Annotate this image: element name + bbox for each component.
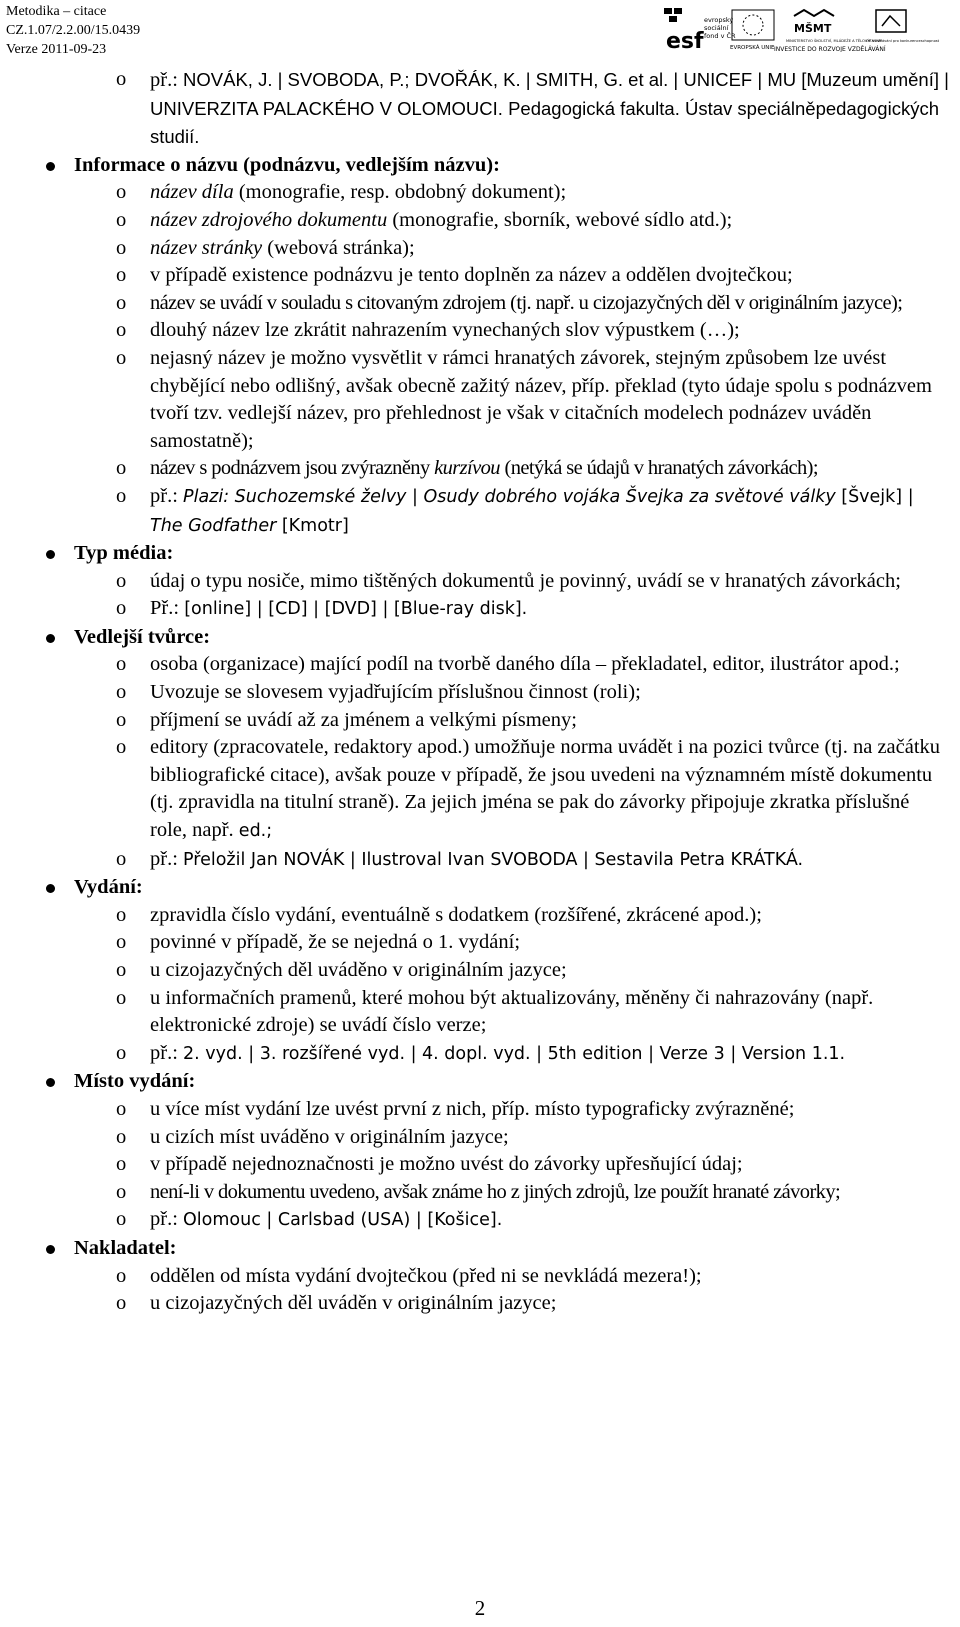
- list-item: o u cizojazyčných děl uváděno v originálním jazyce;: [40, 957, 950, 985]
- sub-bullet: o: [116, 236, 127, 259]
- list-item: o údaj o typu nosiče, mimo tištěných dokumentů je povinný, uvádí se v hranatých závorkách;: [40, 568, 950, 596]
- list-item: o u cizích míst uváděno v originálním jazyce;: [40, 1124, 950, 1152]
- section-title-informace-o-nazvu: Informace o názvu (podnázvu, vedlejším názvu):: [40, 152, 950, 180]
- sub-bullet: o: [116, 1041, 127, 1064]
- sub-bullet: o: [116, 903, 127, 926]
- header-line-title: Metodika – citace: [6, 4, 107, 19]
- svg-text:esf: esf: [666, 29, 704, 52]
- eu-flag-logo: [730, 10, 775, 51]
- sub-bullet: o: [116, 959, 127, 981]
- sub-bullet: o: [116, 264, 127, 287]
- list-item-example: o př.: Olomouc | Carlsbad (USA) | [Košice].: [40, 1206, 950, 1235]
- sub-bullet: o: [116, 291, 126, 314]
- list-item: o v případě nejednoznačnosti je možno uvést do závorky upřesňující údaj;: [40, 1151, 950, 1179]
- sub-bullet: o: [116, 736, 127, 759]
- bullet: [46, 162, 55, 171]
- header-line-version: Verze 2011-09-23: [6, 42, 107, 57]
- sub-bullet: o: [116, 1180, 126, 1203]
- sub-bullet: o: [116, 597, 127, 620]
- sub-bullet: o: [116, 457, 126, 480]
- svg-text:fond v ČR: fond v ČR: [704, 32, 736, 40]
- list-item: o editory (zpracovatele, redaktory apod.) umožňuje norma uvádět i na pozici tvůrce (tj. na začátku bibliografické citace), avšak pouze v případě, že jsou uvedeni na významném místě dokumentu (tj. zpravidla na titulní straně). Za jejich jména se pak do závorky připojuje zkratka příslušné role, např. ed.;: [116, 736, 941, 842]
- esf-logo: [664, 8, 736, 52]
- sub-bullet: o: [116, 931, 127, 954]
- bullet: [46, 884, 55, 893]
- sub-bullet: o: [116, 1292, 127, 1315]
- sub-bullet: o: [116, 1153, 127, 1176]
- sub-bullet: o: [116, 68, 127, 90]
- list-item: o u cizojazyčných děl uváděn v originálním jazyce;: [40, 1290, 950, 1318]
- bullet: [46, 1078, 55, 1087]
- sub-bullet: o: [116, 986, 127, 1009]
- sub-bullet: o: [116, 681, 127, 704]
- sub-bullet: o: [116, 708, 127, 731]
- bullet: [46, 634, 55, 643]
- funding-logos-strip: [664, 6, 954, 52]
- investice-tagline: INVESTICE DO ROZVOJE VZDĚLÁVÁNÍ: [774, 46, 886, 52]
- list-item: o povinné v případě, že se nejedná o 1. vydání;: [40, 929, 950, 957]
- bullet: [46, 550, 55, 559]
- list-item: o název zdrojového dokumentu (monografie, sborník, webové sídlo atd.);: [40, 207, 950, 235]
- list-item: o název se uvádí v souladu s citovaným zdrojem (tj. např. u cizojazyčných děl v originálním jazyce);: [40, 290, 950, 318]
- list-item: o dlouhý název lze zkrátit nahrazením vynechaných slov výpustkem (…);: [40, 317, 950, 345]
- sub-bullet: o: [116, 181, 127, 204]
- list-item: o příjmení se uvádí až za jménem a velkými písmeny;: [40, 707, 950, 735]
- list-item: o nejasný název je možno vysvětlit v rámci hranatých závorek, stejným způsobem lze uvést chybějící nebo odlišný, avšak obecně zažitý název, příp. překlad (tyto údaje spolu s podnázvem tvoří tzv. vedlejší název, pro přehlednost je však v citačních modelech podnázev uváděn samostatně);: [116, 346, 932, 452]
- list-item-intro-example: o př.: NOVÁK, J. | SVOBODA, P.; DVOŘÁK, K. | SMITH, G. et al. | UNICEF | MU [Muzeum umění] | UNIVERZITA PALACKÉHO V OLOMOUCI. Pedagogická fakulta. Ústav speciálněpedagogických studií.: [116, 68, 949, 148]
- svg-text:EVROPSKÁ UNIE: EVROPSKÁ UNIE: [730, 45, 775, 51]
- bullet: [46, 1245, 55, 1254]
- list-item: o název díla (monografie, resp. obdobný dokument);: [40, 179, 950, 207]
- sub-bullet: o: [116, 1097, 127, 1120]
- svg-text:sociální: sociální: [704, 24, 729, 32]
- list-item: o Uvozuje se slovesem vyjadřujícím příslušnou činnost (roli);: [40, 679, 950, 707]
- svg-text:evropský: evropský: [704, 16, 734, 24]
- header-line-project: CZ.1.07/2.2.00/15.0439: [6, 23, 141, 38]
- list-item-example: o př.: Přeložil Jan NOVÁK | Ilustroval Ivan SVOBODA | Sestavila Petra KRÁTKÁ.: [40, 846, 950, 875]
- section-title-vydani: Vydání:: [40, 874, 950, 902]
- sub-bullet: o: [116, 1125, 127, 1148]
- sub-bullet: o: [116, 1264, 127, 1287]
- list-item-example: o Př.: [online] | [CD] | [DVD] | [Blue-ray disk].: [40, 595, 950, 624]
- sub-bullet: o: [116, 484, 127, 507]
- sub-bullet: o: [116, 847, 127, 870]
- list-item: o v případě existence podnázvu je tento doplněn za název a oddělen dvojtečkou;: [40, 262, 950, 290]
- list-item: o osoba (organizace) mající podíl na tvorbě daného díla – překladatel, editor, ilustrátor apod.;: [40, 651, 950, 679]
- sub-bullet: o: [116, 208, 127, 231]
- list-item: o oddělen od místa vydání dvojtečkou (před ni se nevkládá mezera!);: [40, 1263, 950, 1291]
- sub-bullet: o: [116, 346, 127, 369]
- svg-text:MINISTERSTVO ŠKOLSTVÍ, MLÁDEŽE: MINISTERSTVO ŠKOLSTVÍ, MLÁDEŽE A TĚLOVÝCHOVY: [786, 39, 882, 43]
- document-body: [40, 66, 950, 1318]
- list-item: o název stránky (webová stránka);: [40, 235, 950, 263]
- sub-bullet: o: [116, 1208, 127, 1231]
- list-item-example: o př.: Plazi: Suchozemské želvy | Osudy dobrého vojáka Švejka za světové války [Švejk] | The Godfather [Kmotr]: [116, 484, 914, 536]
- list-item: o zpravidla číslo vydání, eventuálně s dodatkem (rozšířené, zkrácené apod.);: [40, 902, 950, 930]
- document-header: [6, 2, 140, 59]
- svg-text:OP Vzdělávání pro konkurencesc: OP Vzdělávání pro konkurenceschopnost: [866, 39, 940, 43]
- section-title-misto-vydani: Místo vydání:: [40, 1068, 950, 1096]
- list-item: o u informačních pramenů, které mohou být aktualizovány, měněny či nahrazovány (např. elektronické zdroje) se uvádí číslo verze;: [116, 986, 874, 1037]
- list-item: o u více míst vydání lze uvést první z nich, příp. místo typograficky zvýrazněné;: [40, 1096, 950, 1124]
- section-title-nakladatel: Nakladatel:: [40, 1235, 950, 1263]
- svg-text:MŠMT: MŠMT: [794, 22, 832, 35]
- section-title-vedlejsi-tvurce: Vedlejší tvůrce:: [40, 624, 950, 652]
- op-vk-logo: [866, 10, 940, 43]
- page-number: 2: [474, 1596, 486, 1620]
- list-item: o název s podnázvem jsou zvýrazněny kurzívou (netýká se údajů v hranatých závorkách);: [40, 455, 950, 483]
- sub-bullet: o: [116, 653, 127, 676]
- section-title-typ-media: Typ média:: [40, 540, 950, 568]
- sub-bullet: o: [116, 569, 127, 592]
- sub-bullet: o: [116, 319, 127, 342]
- list-item-example: o př.: 2. vyd. | 3. rozšířené vyd. | 4. dopl. vyd. | 5th edition | Verze 3 | Version 1.1.: [40, 1040, 950, 1069]
- list-item: o není-li v dokumentu uvedeno, avšak známe ho z jiných zdrojů, lze použít hranaté závorky;: [40, 1179, 950, 1207]
